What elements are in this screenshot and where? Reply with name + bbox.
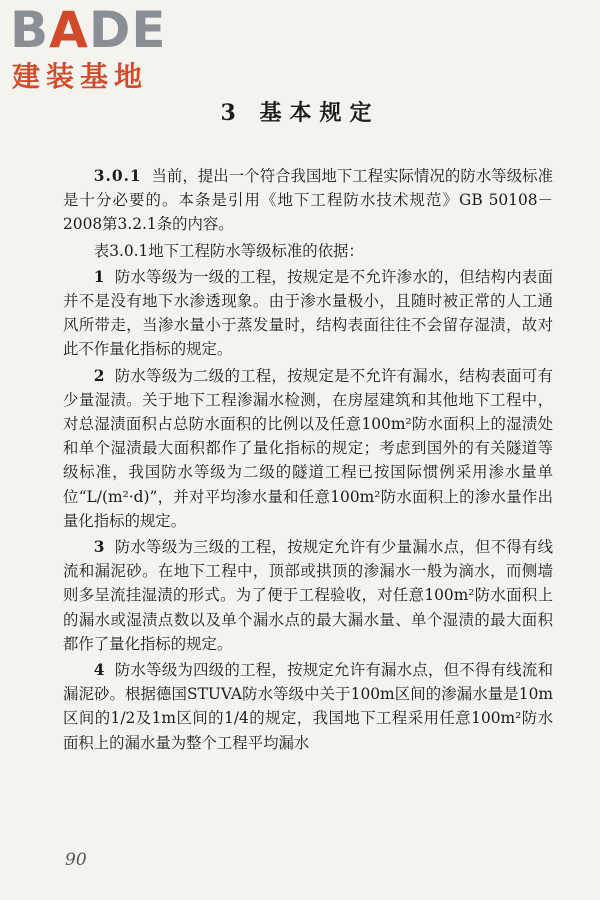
page-title: 3 基本规定: [220, 100, 380, 126]
item-paragraph-4: [63, 658, 553, 755]
item-paragraph-3: [63, 535, 553, 656]
intro-paragraph: 表3.0.1地下工程防水等级标准的依据：: [93, 241, 364, 260]
item-text: 防水等级为一级的工程，按规定是不允许渗水的，但结构内表面并不是没有地下水渗透现象。由于渗水量极小，且随时被正常的人工通风所带走，当渗水量小于蒸发量时，结构表面往往不会留存湿渍，故对此不作量化指标的规定。: [63, 267, 553, 359]
logo-letter-b: B: [10, 1, 50, 59]
item-number: 1: [93, 267, 105, 286]
logo-wordmark: [10, 1, 167, 59]
item-number: 4: [93, 661, 105, 680]
item-text: 防水等级为二级的工程，按规定是不允许有漏水，结构表面可有少量湿渍。关于地下工程渗漏水检测，在房屋建筑和其他地下工程中，对总湿渍面积占总防水面积的比例以及任意100m²防水面积上的湿渍处和单个湿渍最大面积都作了量化指标的规定；考虑到国外的有关隧道等级标准，我国防水等级为二级的隧道工程已按国际惯例采用渗水量单位“L/(m²·d)”，并对平均渗水量和任意100m²防水面积上的渗水量作出量化指标的规定。: [63, 366, 553, 530]
page-number: 90: [65, 850, 87, 870]
item-text: 防水等级为四级的工程，按规定允许有漏水点，但不得有线流和漏泥砂。根据德国STUVA防水等级中关于100m区间的渗漏水量是10m区间的1/2及1m区间的1/4的规定，我国地下工程采用任意100m²防水面积上的漏水量为整个工程平均漏水: [63, 661, 553, 752]
clause-text: 当前，提出一个符合我国地下工程实际情况的防水等级标准是十分必要的。本条是引用《地下工程防水技术规范》GB 50108－2008第3.2.1条的内容。: [63, 167, 553, 234]
item-paragraph-2: [63, 364, 553, 533]
logo-letter-a-accent: A: [49, 1, 89, 59]
logo-letters-de: DE: [88, 1, 167, 59]
item-number: 2: [93, 366, 105, 385]
clause-number: 3.0.1: [93, 167, 142, 185]
item-paragraph-1: [63, 265, 553, 362]
logo-subtitle: 建装基地: [12, 60, 149, 93]
item-number: 3: [93, 538, 105, 557]
document-body: [63, 164, 553, 757]
brand-logo: [10, 1, 180, 96]
clause-paragraph: [63, 164, 553, 237]
item-text: 防水等级为三级的工程，按规定允许有少量漏水点，但不得有线流和漏泥砂。在地下工程中，顶部或拱顶的渗漏水一般为滴水，而侧墙则多呈流挂湿渍的形式。为了便于工程验收，对任意100m²防水面积上的漏水或湿渍点数以及单个漏水点的最大漏水量、单个湿渍的最大面积都作了量化指标的规定。: [63, 538, 553, 653]
